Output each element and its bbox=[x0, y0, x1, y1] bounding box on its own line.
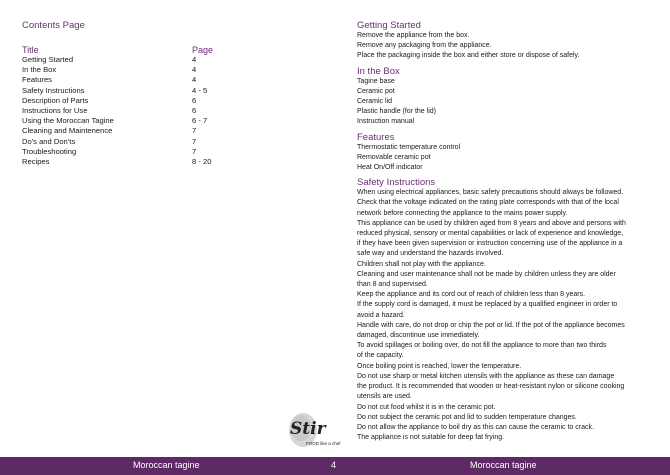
text-line: utensils are used. bbox=[357, 393, 412, 401]
text-line: When using electrical appliances, basic safety precautions should always be followed. bbox=[357, 189, 624, 197]
text-line: This appliance can be used by children aged from 8 years and above and persons with bbox=[357, 219, 626, 227]
text-line: To avoid spillages or boiling over, do not fill the appliance to more than two thirds bbox=[357, 342, 607, 350]
text-line: Place the packaging inside the box and either store or dispose of safely. bbox=[357, 52, 580, 60]
text-line: Do not allow the appliance to boil dry as this can cause the ceramic to crack. bbox=[357, 423, 594, 431]
text-line: avoid a hazard. bbox=[357, 311, 405, 319]
toc-entry-title: In the Box bbox=[22, 65, 57, 75]
contents-page bbox=[22, 20, 322, 167]
text-line: The appliance is not suitable for deep fat frying. bbox=[357, 434, 505, 442]
text-line: safe way and understand the hazards involved. bbox=[357, 250, 504, 258]
toc-row bbox=[22, 126, 322, 136]
toc-title-header: Title bbox=[22, 45, 39, 55]
text-line: Keep the appliance and its cord out of reach of children less than 8 years. bbox=[357, 291, 586, 299]
toc-header bbox=[22, 45, 322, 55]
toc-entry-page: 4 - 5 bbox=[192, 85, 208, 95]
toc-entry-title: Troubleshooting bbox=[22, 146, 77, 156]
text-line: of the capacity. bbox=[357, 352, 404, 360]
toc-row bbox=[22, 147, 322, 157]
toc-entry-page: 6 - 7 bbox=[192, 116, 208, 126]
text-line: If the supply cord is damaged, it must be replaced by a qualified engineer in order to bbox=[357, 301, 618, 309]
toc-row bbox=[22, 137, 322, 147]
text-line: Do not cut food whilst it is in the ceramic pot. bbox=[357, 403, 496, 411]
toc-page-header: Page bbox=[192, 45, 214, 55]
toc-entry-page: 7 bbox=[192, 136, 197, 146]
text-line: Check that the voltage indicated on the rating plate corresponds with that of the local bbox=[357, 199, 619, 207]
text-line: Removable ceramic pot bbox=[357, 153, 431, 161]
toc-entry-title: Instructions for Use bbox=[22, 106, 88, 116]
footer-bar bbox=[0, 457, 670, 475]
toc-row bbox=[22, 96, 322, 106]
text-line: Plastic handle (for the lid) bbox=[357, 108, 436, 116]
text-line: network before connecting the appliance to the mains power supply. bbox=[357, 209, 568, 217]
toc-row bbox=[22, 106, 322, 116]
toc-entry-title: Safety Instructions bbox=[22, 85, 85, 95]
text-line: Do not subject the ceramic pot and lid to sudden temperature changes. bbox=[357, 413, 577, 421]
toc-entry-page: 4 bbox=[192, 75, 197, 85]
toc-entry-page: 7 bbox=[192, 126, 197, 136]
footer-left-label: Moroccan tagine bbox=[133, 460, 200, 470]
text-line: Once boiling point is reached, lower the temperature. bbox=[357, 362, 522, 370]
getting-started-heading: Getting Started bbox=[357, 20, 421, 31]
toc-entry-page: 4 bbox=[192, 55, 197, 64]
text-line: Handle with care, do not drop or chip the pot or lid. If the pot of the appliance becomes bbox=[357, 321, 625, 329]
text-line: damaged, discontinue use immediately. bbox=[357, 332, 480, 340]
text-line: Ceramic lid bbox=[357, 98, 393, 106]
footer-right-label: Moroccan tagine bbox=[470, 460, 537, 470]
safety-instructions-heading: Safety Instructions bbox=[357, 177, 436, 189]
toc-entry-title: Cleaning and Maintenence bbox=[22, 126, 113, 136]
toc-list bbox=[22, 55, 322, 167]
toc-row bbox=[22, 65, 322, 75]
text-line: Instruction manual bbox=[357, 118, 415, 126]
toc-row bbox=[22, 75, 322, 85]
toc-row bbox=[22, 55, 322, 65]
text-line: Remove the appliance from the box. bbox=[357, 32, 470, 39]
toc-entry-page: 4 bbox=[192, 65, 197, 75]
text-line: Cleaning and user maintenance shall not be made by children unless they are older bbox=[357, 270, 616, 278]
stir-logo-mark bbox=[284, 408, 341, 454]
toc-entry-title: Features bbox=[22, 75, 52, 85]
toc-entry-page: 7 bbox=[192, 146, 197, 156]
text-line: if they have been given supervision or instruction concerning use of the appliance in a bbox=[357, 240, 623, 248]
toc-entry-page: 8 - 20 bbox=[192, 157, 212, 167]
page-number: 4 bbox=[331, 460, 337, 470]
toc-row bbox=[22, 86, 322, 96]
text-line: Ceramic pot bbox=[357, 87, 395, 95]
logo-tagline: FOOD like a chef bbox=[306, 441, 341, 446]
toc-entry-title: Recipes bbox=[22, 157, 50, 167]
in-the-box-heading: In the Box bbox=[357, 65, 400, 77]
toc-row bbox=[22, 116, 322, 126]
toc-entry-page: 6 bbox=[192, 106, 197, 116]
toc-entry-title: Description of Parts bbox=[22, 95, 89, 105]
text-line: Heat On/Off indicator bbox=[357, 164, 423, 172]
stir-logo bbox=[284, 408, 341, 454]
text-line: Children shall not play with the appliance. bbox=[357, 260, 486, 268]
text-line: Tagine base bbox=[357, 77, 395, 85]
features-heading: Features bbox=[357, 131, 395, 143]
text-line: Thermostatic temperature control bbox=[357, 143, 461, 151]
text-line: the product. It is recommended that wooden or heat-resistant nylon or silicone cooking bbox=[357, 383, 625, 391]
toc-row bbox=[22, 157, 322, 167]
toc-entry-title: Getting Started bbox=[22, 55, 74, 64]
instructions-page bbox=[357, 20, 655, 443]
toc-entry-title: Do's and Don'ts bbox=[22, 136, 76, 146]
contents-heading: Contents Page bbox=[22, 20, 85, 31]
logo-brand: Stir bbox=[290, 419, 326, 439]
text-line: Do not use sharp or metal kitchen utensils with the appliance as these can damage bbox=[357, 372, 615, 380]
toc-entry-page: 6 bbox=[192, 95, 197, 105]
text-line: than 8 and supervised. bbox=[357, 281, 428, 289]
text-line: Remove any packaging from the appliance. bbox=[357, 42, 492, 50]
toc-entry-title: Using the Moroccan Tagine bbox=[22, 116, 114, 126]
text-line: reduced physical, sensory or mental capabilities or lack of experience and knowledge, bbox=[357, 230, 624, 238]
